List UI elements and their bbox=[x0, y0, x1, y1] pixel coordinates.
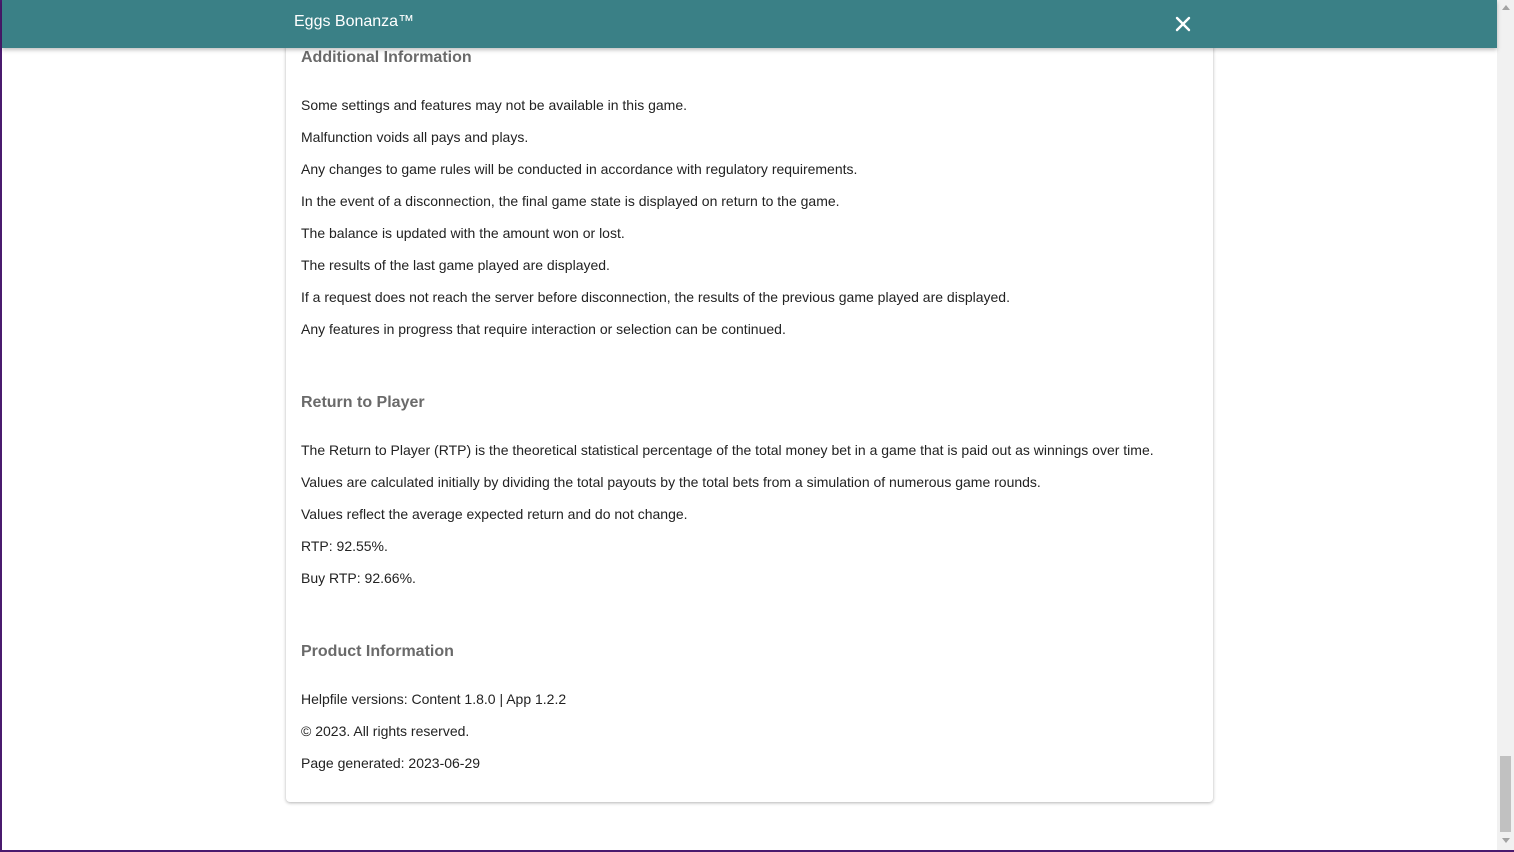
paragraph: In the event of a disconnection, the final game state is displayed on return to the game. bbox=[301, 193, 840, 209]
scroll-down-button[interactable] bbox=[1497, 833, 1514, 850]
buy-rtp-value: Buy RTP: 92.66%. bbox=[301, 570, 416, 586]
help-content bbox=[301, 48, 1201, 779]
game-title: Eggs Bonanza™ bbox=[294, 13, 415, 30]
close-button[interactable] bbox=[1172, 13, 1194, 35]
paragraph: Any changes to game rules will be conducted in accordance with regulatory requirements. bbox=[301, 161, 858, 177]
scroll-down-arrow-icon bbox=[1502, 838, 1510, 843]
header-bar bbox=[2, 0, 1497, 48]
helpfile-versions: Helpfile versions: Content 1.8.0 | App 1.2.2 bbox=[301, 691, 567, 707]
vertical-scrollbar[interactable] bbox=[1497, 0, 1514, 850]
rtp-value: RTP: 92.55%. bbox=[301, 538, 388, 554]
close-icon bbox=[1172, 13, 1194, 35]
paragraph: Values are calculated initially by dividing the total payouts by the total bets from a simulation of numerous game rounds. bbox=[301, 474, 1041, 490]
page-generated-date: Page generated: 2023-06-29 bbox=[301, 755, 481, 771]
section-title-return-to-player: Return to Player bbox=[301, 394, 425, 411]
paragraph: The results of the last game played are displayed. bbox=[301, 257, 610, 273]
paragraph: If a request does not reach the server before disconnection, the results of the previous game played are displayed. bbox=[301, 289, 1010, 305]
scroll-up-button[interactable] bbox=[1497, 0, 1514, 17]
paragraph: Values reflect the average expected return and do not change. bbox=[301, 506, 688, 522]
copyright: © 2023. All rights reserved. bbox=[301, 723, 470, 739]
paragraph: Malfunction voids all pays and plays. bbox=[301, 129, 529, 145]
paragraph: The balance is updated with the amount won or lost. bbox=[301, 225, 625, 241]
scrollbar-thumb[interactable] bbox=[1500, 756, 1511, 832]
paragraph: Some settings and features may not be available in this game. bbox=[301, 97, 687, 113]
section-title-additional-information: Additional Information bbox=[301, 49, 472, 66]
paragraph: Any features in progress that require interaction or selection can be continued. bbox=[301, 321, 786, 337]
scroll-up-arrow-icon bbox=[1502, 5, 1510, 10]
section-title-product-information: Product Information bbox=[301, 643, 454, 660]
paragraph: The Return to Player (RTP) is the theoretical statistical percentage of the total money bet in a game that is paid out as winnings over time. bbox=[301, 442, 1154, 458]
